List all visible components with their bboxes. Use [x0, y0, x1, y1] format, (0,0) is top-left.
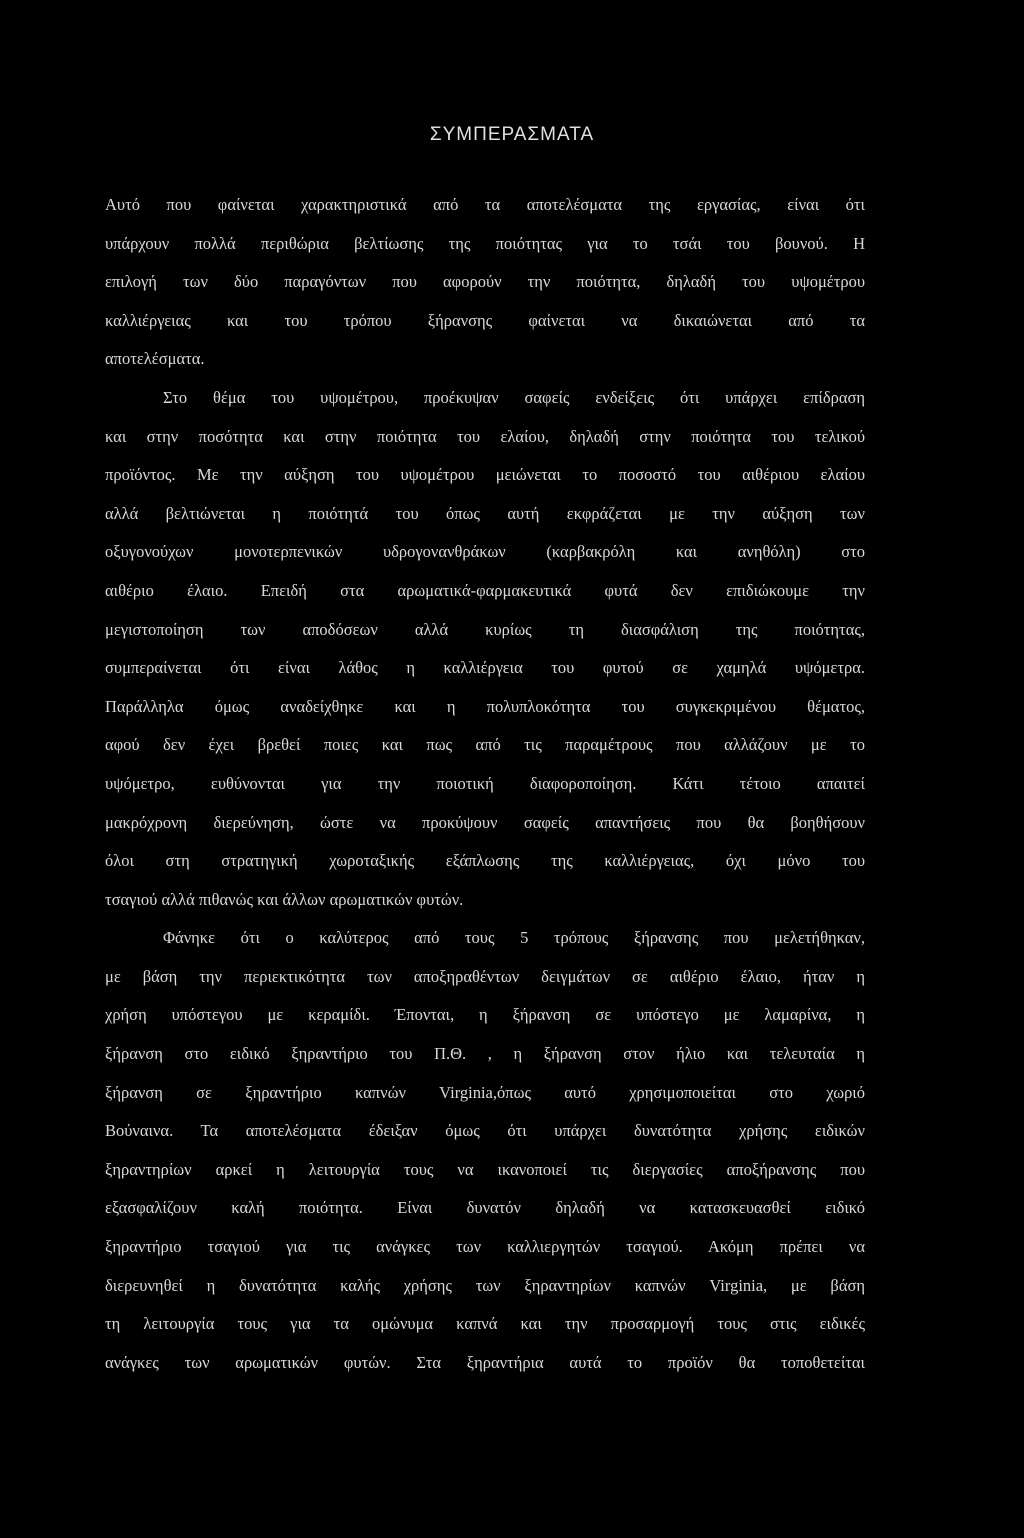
- text-line: ξήρανση σε ξηραντήριο καπνών Virginia,όπως αυτό χρησιμοποιείται στο χωριό: [105, 1082, 865, 1102]
- text-line: και στην ποσότητα και στην ποιότητα του ελαίου, δηλαδή στην ποιότητα του τελικού: [105, 426, 865, 446]
- text-line: αιθέριο έλαιο. Επειδή στα αρωματικά-φαρμακευτικά φυτά δεν επιδιώκουμε την: [105, 580, 865, 600]
- text-line: μακρόχρονη διερεύνηση, ώστε να προκύψουν σαφείς απαντήσεις που θα βοηθήσουν: [105, 812, 865, 832]
- text-line: με βάση την περιεκτικότητα των αποξηραθέντων δειγμάτων σε αιθέριο έλαιο, ήταν η: [105, 966, 865, 986]
- text-line: τη λειτουργία τους για τα ομώνυμα καπνά και την προσαρμογή τους στις ειδικές: [105, 1314, 865, 1334]
- text-line: Αυτό που φαίνεται χαρακτηριστικά από τα αποτελέσματα της εργασίας, είναι ότι: [105, 195, 865, 214]
- text-line: καλλιέργειας και του τρόπου ξήρανσης φαίνεται να δικαιώνεται από τα: [105, 310, 865, 330]
- text-line: ξήρανση στο ειδικό ξηραντήριο του Π.Θ. , η ξήρανση στον ήλιο και τελευταία η: [105, 1044, 865, 1064]
- text-line: Βούναινα. Τα αποτελέσματα έδειξαν όμως ότι υπάρχει δυνατότητα χρήσης ειδικών: [105, 1121, 865, 1141]
- text-line: ξηραντήριο τσαγιού για τις ανάγκες των καλλιεργητών τσαγιού. Ακόμη πρέπει να: [105, 1237, 865, 1257]
- text-line: τσαγιού αλλά πιθανώς και άλλων αρωματικών φυτών.: [105, 889, 464, 909]
- text-line: επιλογή των δύο παραγόντων που αφορούν την ποιότητα, δηλαδή του υψομέτρου: [105, 272, 865, 292]
- text-line: προϊόντος. Με την αύξηση του υψομέτρου μειώνεται το ποσοστό του αιθέριου ελαίου: [105, 465, 865, 485]
- text-line: ξηραντηρίων αρκεί η λειτουργία τους να ικανοποιεί τις διεργασίες αποξήρανσης που: [105, 1159, 865, 1179]
- text-line: εξασφαλίζουν καλή ποιότητα. Είναι δυνατόν δηλαδή να κατασκευασθεί ειδικό: [105, 1198, 865, 1218]
- text-line: Παράλληλα όμως αναδείχθηκε και η πολυπλοκότητα του συγκεκριμένου θέματος,: [105, 696, 865, 716]
- text-line: όλοι στη στρατηγική χωροταξικής εξάπλωσης της καλλιέργειας, όχι μόνο του: [105, 851, 865, 871]
- body-text: [105, 195, 865, 1391]
- text-line: διερευνηθεί η δυνατότητα καλής χρήσης των ξηραντηρίων καπνών Virginia, με βάση: [105, 1275, 865, 1295]
- text-line: υψόμετρο, ευθύνονται για την ποιοτική διαφοροποίηση. Κάτι τέτοιο απαιτεί: [105, 773, 865, 793]
- text-line: υπάρχουν πολλά περιθώρια βελτίωσης της ποιότητας για το τσάι του βουνού. Η: [105, 233, 865, 253]
- text-line: χρήση υπόστεγου με κεραμίδι. Έπονται, η ξήρανση σε υπόστεγο με λαμαρίνα, η: [105, 1005, 865, 1025]
- text-line: ανάγκες των αρωματικών φυτών. Στα ξηραντήρια αυτά το προϊόν θα τοποθετείται: [105, 1352, 865, 1372]
- text-line: αλλά βελτιώνεται η ποιότητά του όπως αυτή εκφράζεται με την αύξηση των: [105, 503, 865, 523]
- text-line: αφού δεν έχει βρεθεί ποιες και πως από τις παραμέτρους που αλλάζουν με το: [105, 735, 865, 755]
- text-line: μεγιστοποίηση των αποδόσεων αλλά κυρίως τη διασφάλιση της ποιότητας,: [105, 619, 865, 639]
- text-line: Φάνηκε ότι ο καλύτερος από τους 5 τρόπους ξήρανσης που μελετήθηκαν,: [163, 928, 865, 948]
- text-line: συμπεραίνεται ότι είναι λάθος η καλλιέργεια του φυτού σε χαμηλά υψόμετρα.: [105, 658, 865, 678]
- page-title: ΣΥΜΠΕΡΑΣΜΑΤΑ: [429, 124, 595, 145]
- text-line: οξυγονούχων μονοτερπενικών υδρογονανθράκων (καρβακρόλη και ανηθόλη) στο: [105, 542, 865, 562]
- text-line: αποτελέσματα.: [105, 349, 205, 369]
- text-line: Στο θέμα του υψομέτρου, προέκυψαν σαφείς ενδείξεις ότι υπάρχει επίδραση: [163, 387, 865, 407]
